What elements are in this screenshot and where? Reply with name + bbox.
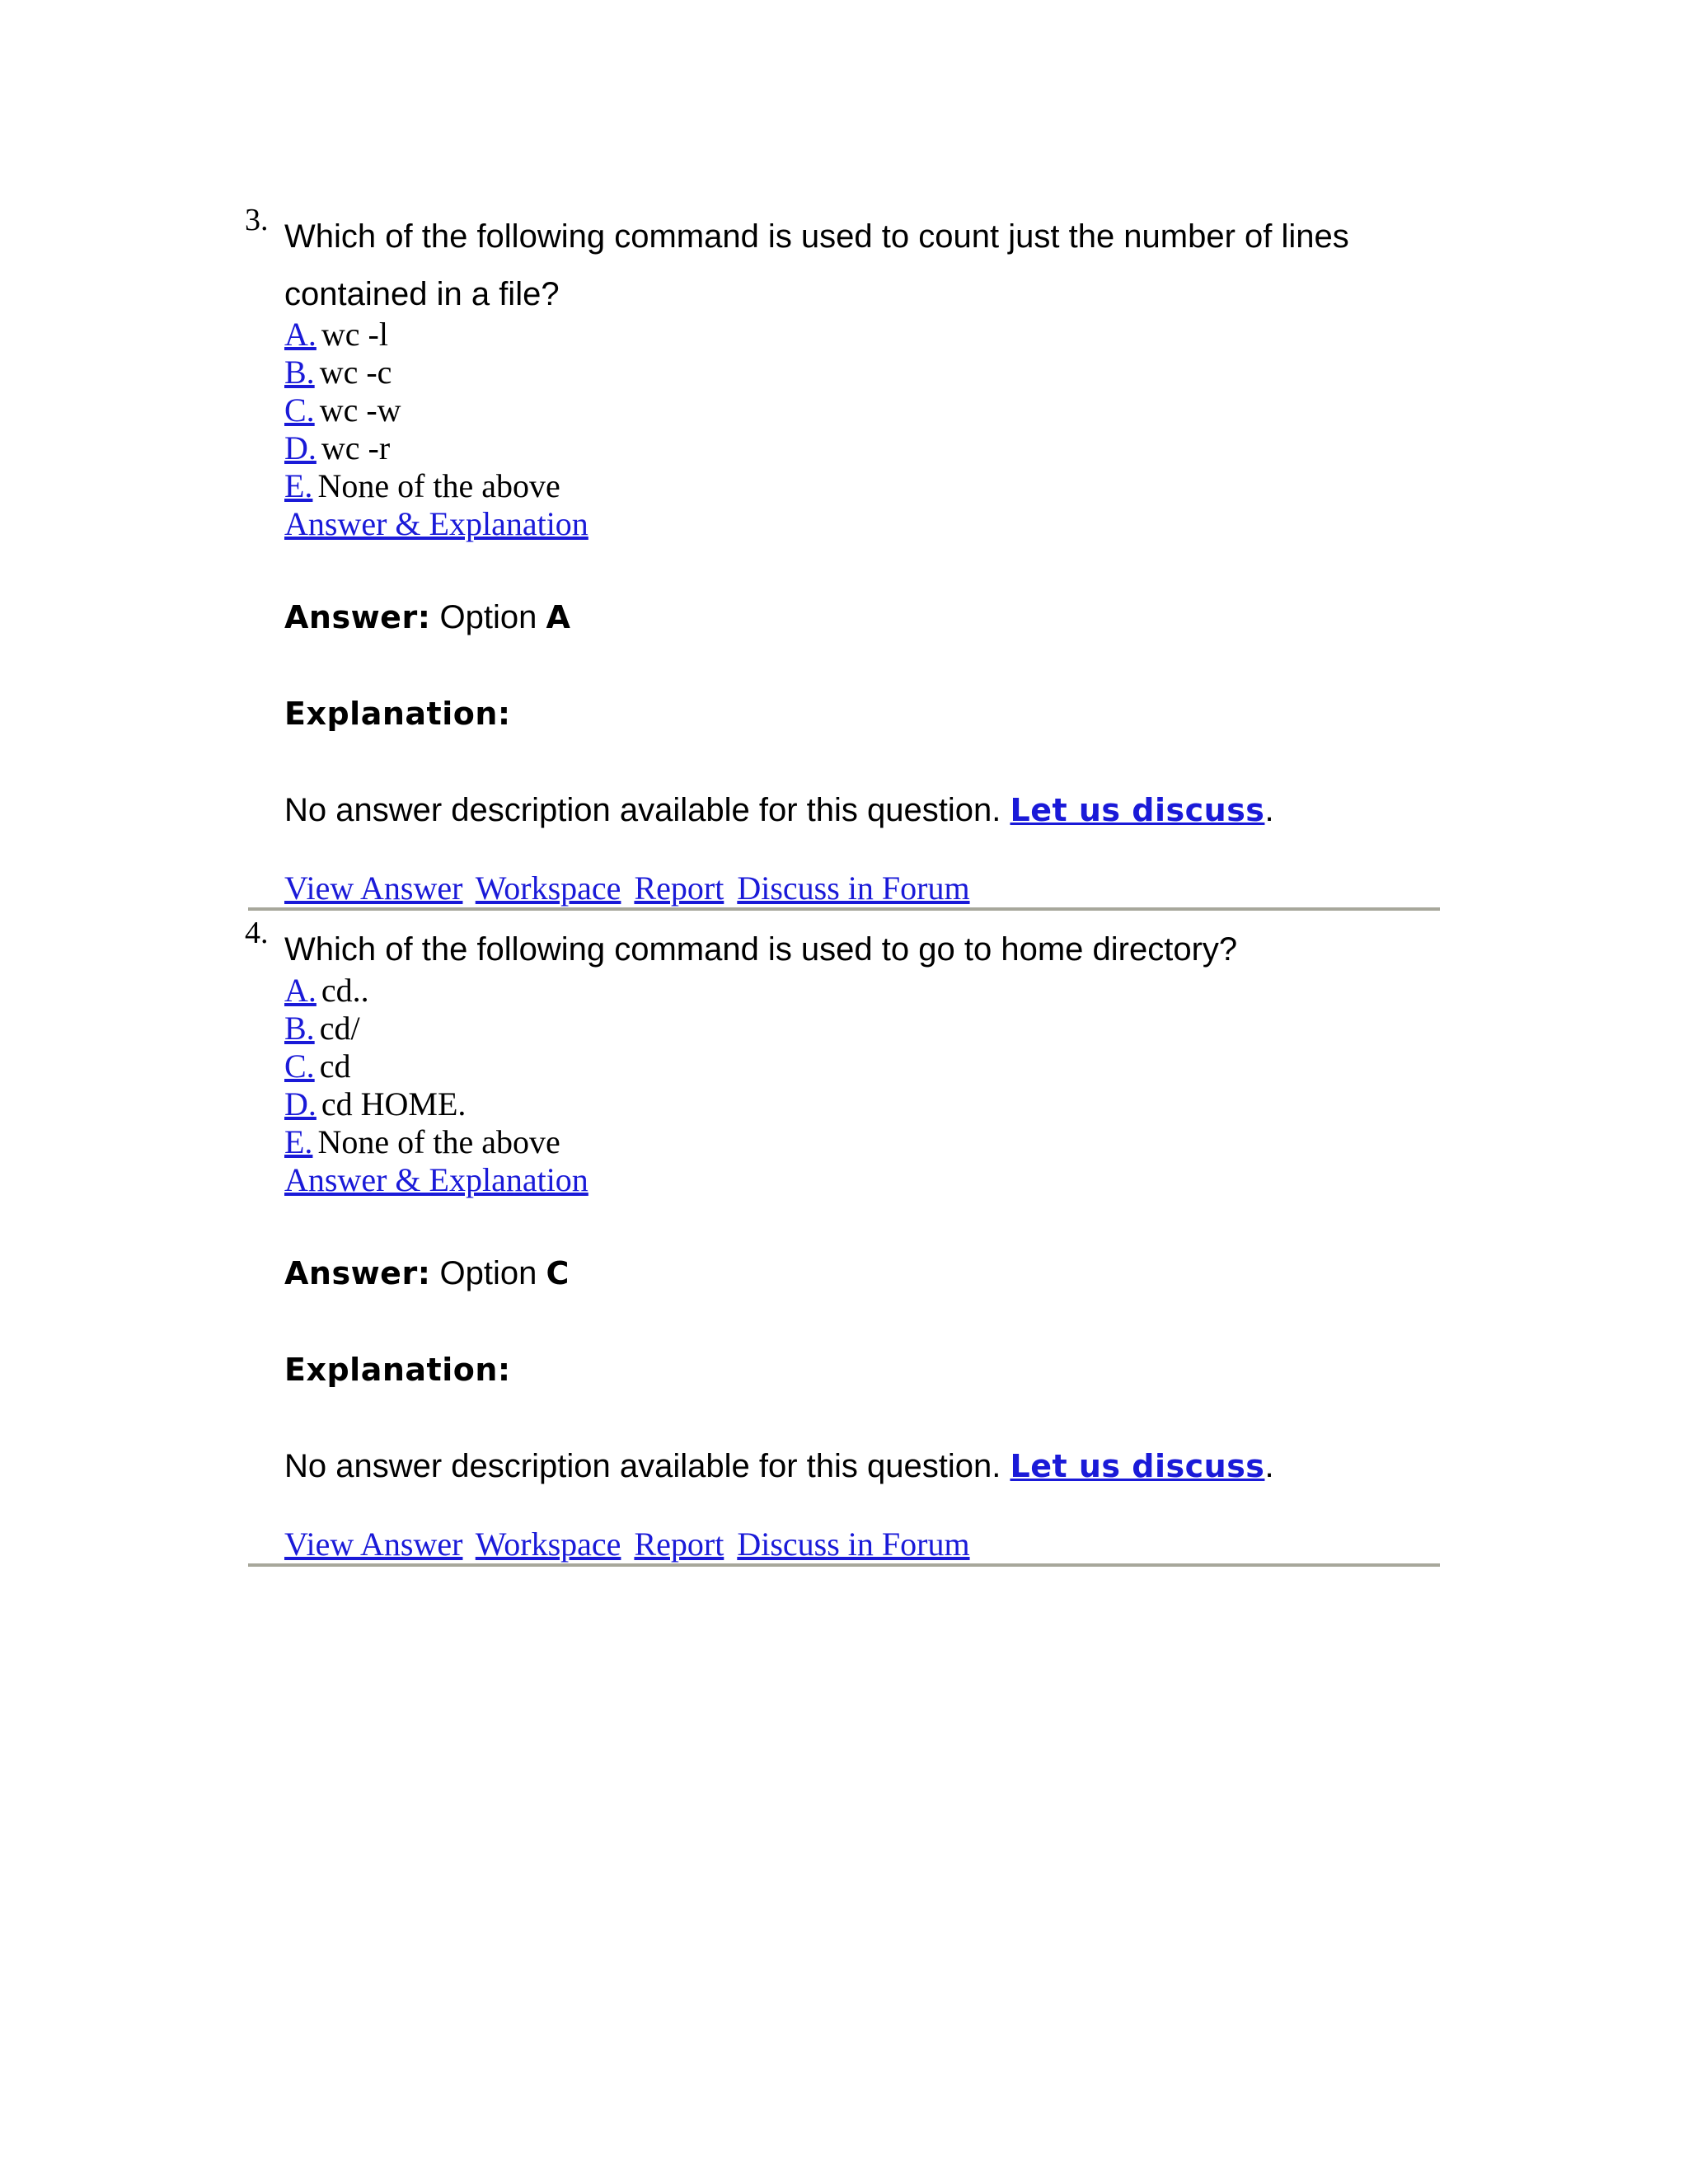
option-e-link[interactable]: E. <box>284 467 313 504</box>
option-text: cd <box>319 1047 351 1085</box>
option-a <box>284 972 369 1010</box>
discuss-in-forum-link[interactable]: Discuss in Forum <box>737 869 970 907</box>
answer-explanation-row <box>284 1161 588 1199</box>
discuss-in-forum-link[interactable]: Discuss in Forum <box>737 1526 970 1563</box>
option-text: None of the above <box>317 1123 560 1160</box>
option-e-link[interactable]: E. <box>284 1123 313 1160</box>
answer-description <box>284 790 1274 831</box>
explanation-label: Explanation: <box>284 696 511 732</box>
option-a <box>284 316 388 354</box>
option-d <box>284 429 390 467</box>
option-c-link[interactable]: C. <box>284 391 315 429</box>
option-a-link[interactable]: A. <box>284 316 316 353</box>
answer-prefix: Option <box>439 599 537 635</box>
workspace-link[interactable]: Workspace <box>475 1526 621 1563</box>
view-answer-link[interactable]: View Answer <box>284 869 463 907</box>
report-link[interactable]: Report <box>634 1526 724 1563</box>
question-footer-links <box>284 1526 975 1563</box>
answer-line <box>284 1253 569 1294</box>
option-d-link[interactable]: D. <box>284 429 316 466</box>
option-c <box>284 391 401 429</box>
answer-prefix: Option <box>439 1255 537 1291</box>
description-end: . <box>1264 1448 1274 1484</box>
option-c <box>284 1047 350 1085</box>
option-text: None of the above <box>317 467 560 504</box>
answer-value: C <box>546 1255 570 1291</box>
answer-explanation-link[interactable]: Answer & Explanation <box>284 1161 588 1198</box>
option-text: cd.. <box>321 972 369 1009</box>
option-c-link[interactable]: C. <box>284 1047 315 1085</box>
option-e <box>284 467 560 505</box>
description-text: No answer description available for this question. <box>284 792 1001 828</box>
option-text: wc -r <box>321 429 391 466</box>
report-link[interactable]: Report <box>634 869 724 907</box>
question-number: 3. <box>245 203 269 237</box>
answer-explanation-link[interactable]: Answer & Explanation <box>284 505 588 542</box>
option-d <box>284 1085 466 1123</box>
view-answer-link[interactable]: View Answer <box>284 1526 463 1563</box>
explanation-label: Explanation: <box>284 1352 511 1388</box>
answer-line <box>284 597 570 638</box>
answer-description <box>284 1446 1274 1487</box>
option-text: wc -w <box>319 391 401 429</box>
question-text: Which of the following command is used to go to home directory? <box>284 931 1238 968</box>
option-b-link[interactable]: B. <box>284 1010 315 1047</box>
question-number: 4. <box>245 916 269 950</box>
answer-explanation-row <box>284 505 588 543</box>
option-text: cd/ <box>319 1010 360 1047</box>
answer-label: Answer: <box>284 599 431 635</box>
option-b <box>284 1010 360 1047</box>
option-a-link[interactable]: A. <box>284 972 316 1009</box>
option-text: wc -c <box>319 354 392 391</box>
question-text: Which of the following command is used to count just the number of lines contained in a file? <box>284 218 1349 312</box>
option-d-link[interactable]: D. <box>284 1085 316 1122</box>
let-us-discuss-link[interactable]: Let us discuss <box>1010 792 1265 828</box>
question-footer-links <box>284 869 975 907</box>
workspace-link[interactable]: Workspace <box>475 869 621 907</box>
answer-label: Answer: <box>284 1255 431 1291</box>
option-text: wc -l <box>321 316 388 353</box>
question-divider <box>248 1563 1440 1567</box>
option-b <box>284 354 392 391</box>
option-text: cd HOME. <box>321 1085 467 1122</box>
let-us-discuss-link[interactable]: Let us discuss <box>1010 1448 1265 1484</box>
question-divider <box>248 907 1440 911</box>
description-text: No answer description available for this question. <box>284 1448 1001 1484</box>
option-b-link[interactable]: B. <box>284 354 315 391</box>
description-end: . <box>1264 792 1274 828</box>
option-e <box>284 1123 560 1161</box>
answer-value: A <box>546 599 570 635</box>
